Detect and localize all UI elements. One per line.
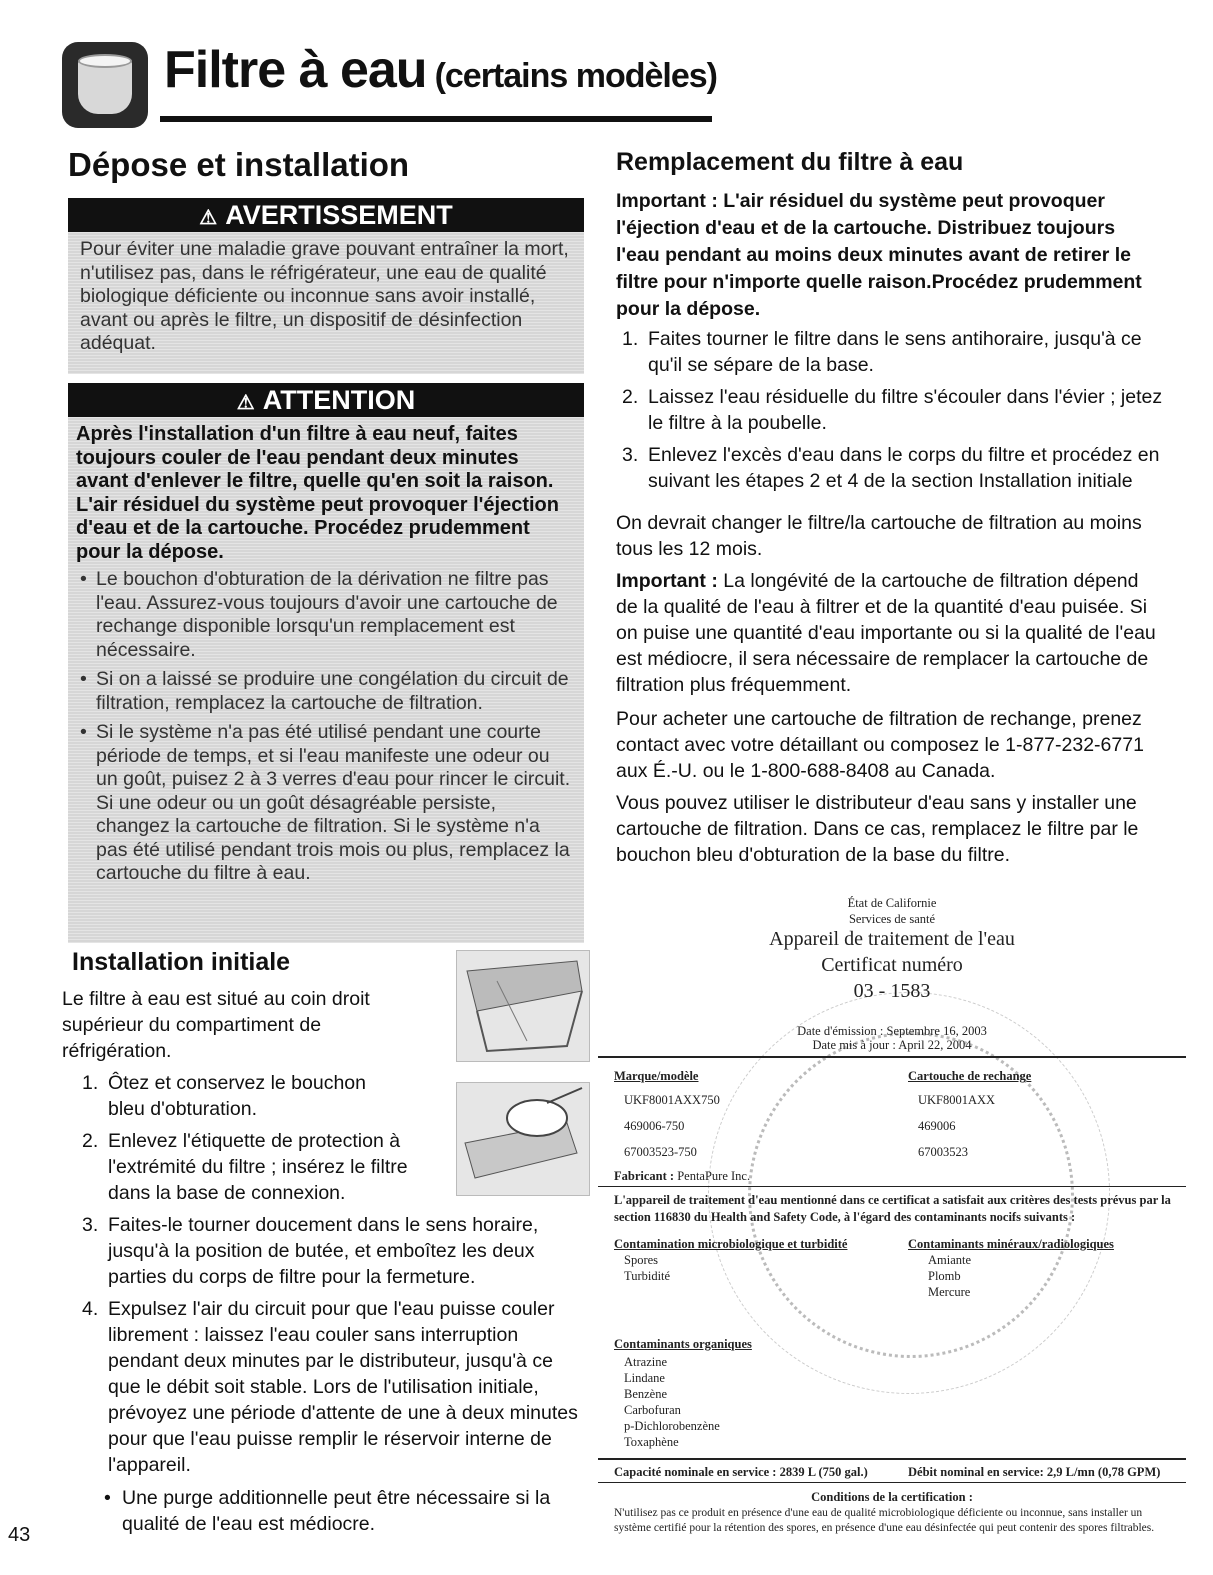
install-intro: Le filtre à eau est situé au coin droit supérieur du compartiment de réfrigération. bbox=[62, 988, 370, 1062]
warning-heading: ⚠ AVERTISSEMENT bbox=[68, 198, 584, 232]
cert-statement: L'appareil de traitement d'eau mentionné dans ce certificat a satisfait aux critères des tests prévus par la section 116830 du Health and Safety Code, à l'égard des contaminants nocifs suivants : bbox=[614, 1193, 1171, 1224]
cartridge-item: 67003523 bbox=[918, 1145, 968, 1159]
micro-header: Contamination microbiologique et turbidité bbox=[614, 1237, 848, 1251]
replace-steps bbox=[622, 326, 1170, 500]
install-note: • Une purge additionnelle peut être nécessaire si la qualité de l'eau est médiocre. bbox=[104, 1485, 592, 1537]
cert-dept: Services de santé bbox=[848, 912, 936, 926]
california-certificate bbox=[598, 892, 1186, 1560]
cert-title: Appareil de traitement de l'eau bbox=[769, 928, 1015, 950]
cartridge-item: 469006 bbox=[918, 1119, 956, 1133]
warning-box bbox=[68, 198, 584, 374]
cartridge-header: Cartouche de rechange bbox=[908, 1069, 1032, 1083]
page-number: 43 bbox=[8, 1524, 31, 1546]
micro-item: Spores bbox=[624, 1253, 659, 1267]
brand-header: Marque/modèle bbox=[614, 1069, 699, 1083]
model-item: 469006-750 bbox=[624, 1119, 685, 1133]
list-item: 2. Enlevez l'étiquette de protection à l'extrémité du filtre ; insérez le filtre dans la base de connexion. bbox=[82, 1130, 408, 1204]
mineral-item: Amiante bbox=[928, 1253, 972, 1267]
cert-update-date: Date mis à jour : April 22, 2004 bbox=[812, 1038, 972, 1052]
manufacturer: Fabricant : PentaPure Inc. bbox=[614, 1169, 751, 1183]
attention-heading: ⚠ ATTENTION bbox=[68, 383, 584, 417]
attention-list bbox=[68, 568, 584, 886]
section-title: Dépose et installation bbox=[68, 146, 410, 183]
list-item: 1. Ôtez et conservez le bouchon bleu d'obturation. bbox=[82, 1072, 366, 1120]
organic-item: Lindane bbox=[624, 1371, 665, 1385]
organic-header: Contaminants organiques bbox=[614, 1337, 752, 1351]
list-item: • Le bouchon d'obturation de la dérivation ne filtre pas l'eau. Assurez-vous toujours d'avoir une cartouche de rechange disponible lorsqu'un remplacement est nécessaire. bbox=[80, 568, 574, 662]
replace-important: Important : L'air résiduel du système peut provoquer l'éjection d'eau et de la cartouche. Distribuez toujours l'eau pendant au moins deux minutes avant de retirer le filtre pour n'importe quelle raison.Procédez prudemment pour la dépose. bbox=[616, 190, 1142, 320]
cert-issue-date: Date d'émission : Septembre 16, 2003 bbox=[797, 1024, 987, 1038]
organic-item: Toxaphène bbox=[624, 1435, 679, 1449]
organic-item: p-Dichlorobenzène bbox=[624, 1419, 720, 1433]
cert-capacity: Capacité nominale en service : 2839 L (750 gal.) bbox=[614, 1465, 868, 1479]
page-subtitle: (certains modèles) bbox=[434, 57, 718, 95]
list-item: 3. Faites-le tourner doucement dans le sens horaire, jusqu'à la position de butée, et emboîtez les deux parties du corps de filtre pour la fermeture. bbox=[82, 1214, 539, 1288]
mineral-header: Contaminants minéraux/radiologiques bbox=[908, 1237, 1114, 1251]
cert-number: 03 - 1583 bbox=[853, 980, 931, 1002]
organic-item: Atrazine bbox=[624, 1355, 668, 1369]
cert-conditions-title: Conditions de la certification : bbox=[811, 1490, 973, 1504]
warning-icon: ⚠ bbox=[236, 392, 255, 414]
title-rule bbox=[160, 116, 712, 122]
list-item: 1. Faites tourner le filtre dans le sens antihoraire, jusqu'à ce qu'il se sépare de la base. bbox=[622, 328, 1142, 376]
replace-title: Remplacement du filtre à eau bbox=[616, 148, 964, 176]
list-item: 3. Enlevez l'excès d'eau dans le corps du filtre et procédez en suivant les étapes 2 et 4 de la section Installation initiale bbox=[622, 444, 1160, 492]
cert-state: État de Californie bbox=[847, 896, 937, 910]
filter-housing-illustration bbox=[456, 950, 590, 1062]
cert-subtitle: Certificat numéro bbox=[821, 954, 963, 976]
mineral-item: Mercure bbox=[928, 1285, 971, 1299]
water-filter-icon bbox=[62, 42, 148, 128]
install-steps bbox=[82, 1070, 590, 1484]
replace-purchase: Pour acheter une cartouche de filtration de rechange, prenez contact avec votre détaillant ou composez le 1-877-232-6771 aux É.-U. ou le 1-800-688-8408 au Canada. bbox=[616, 708, 1144, 782]
list-item: • Si le système n'a pas été utilisé pendant une courte période de temps, et si l'eau manifeste une odeur ou un goût, puisez 2 à 3 verres d'eau pour rincer le circuit. Si une odeur ou un goût désagréable persiste, changez la cartouche de filtration. Si le système n'a pas été utilisé pendant trois mois ou plus, remplacez la cartouche du filtre à eau. bbox=[80, 721, 574, 886]
model-item: UKF8001AXX750 bbox=[624, 1093, 720, 1107]
list-item: • Si on a laissé se produire une congélation du circuit de filtration, remplacez la cartouche de filtration. bbox=[80, 668, 574, 715]
organic-item: Benzène bbox=[624, 1387, 668, 1401]
warning-icon: ⚠ bbox=[199, 207, 218, 229]
replace-bypass: Vous pouvez utiliser le distributeur d'eau sans y installer une cartouche de filtration. Dans ce cas, remplacez le filtre par le bouchon bleu d'obturation de la base du filtre. bbox=[616, 792, 1139, 866]
model-item: 67003523-750 bbox=[624, 1145, 697, 1159]
organic-item: Carbofuran bbox=[624, 1403, 681, 1417]
warning-text: Pour éviter une maladie grave pouvant entraîner la mort, n'utilisez pas, dans le réfrigérateur, une eau de qualité biologique déficiente ou inconnue sans avoir installé, avant ou après le filtre, un dispositif de désinfection adéquat. bbox=[80, 238, 569, 354]
list-item: 2. Laissez l'eau résiduelle du filtre s'écouler dans l'évier ; jetez le filtre à la poubelle. bbox=[622, 386, 1163, 434]
mineral-item: Plomb bbox=[928, 1269, 961, 1283]
page-title: Filtre à eau (certains modèles) bbox=[164, 41, 718, 99]
install-title: Installation initiale bbox=[72, 948, 291, 976]
attention-box bbox=[68, 383, 584, 943]
cert-flow: Débit nominal en service: 2,9 L/mn (0,78 GPM) bbox=[908, 1465, 1161, 1479]
replace-longevity: Important : La longévité de la cartouche de filtration dépend de la qualité de l'eau à filtrer et de la quantité d'eau puisée. Si on puise une quantité d'eau importante ou si la qualité de l'eau est médiocre, il sera nécessaire de remplacer la cartouche de filtration plus fréquemment. bbox=[616, 570, 1156, 696]
attention-lead: Après l'installation d'un filtre à eau neuf, faites toujours couler de l'eau pendant deux minutes avant d'enlever le filtre, quelle qu'en soit la raison. L'air résiduel du système peut provoquer l'éjection d'eau et de la cartouche. Procédez prudemment pour la dépose. bbox=[76, 423, 559, 563]
cartridge-item: UKF8001AXX bbox=[918, 1093, 996, 1107]
micro-item: Turbidité bbox=[624, 1269, 671, 1283]
replace-interval: On devrait changer le filtre/la cartouche de filtration au moins tous les 12 mois. bbox=[616, 512, 1142, 560]
list-item: 4. Expulsez l'air du circuit pour que l'eau puisse couler librement : laissez l'eau couler sans interruption pendant deux minutes par le distributeur, jusqu'à ce que le débit soit stable. Lors de l'utilisation initiale, prévoyez une période d'attente de une à deux minutes pour que l'eau puisse remplir le réservoir interne de l'appareil. bbox=[82, 1298, 578, 1476]
cert-conditions: N'utilisez pas ce produit en présence d'une eau de qualité microbiologique déficiente ou inconnue, sans installer un système certifié pour la rétention des spores, en présence d'une eau désinfectée qui peut contenir des spores filtrables. bbox=[614, 1507, 1155, 1534]
